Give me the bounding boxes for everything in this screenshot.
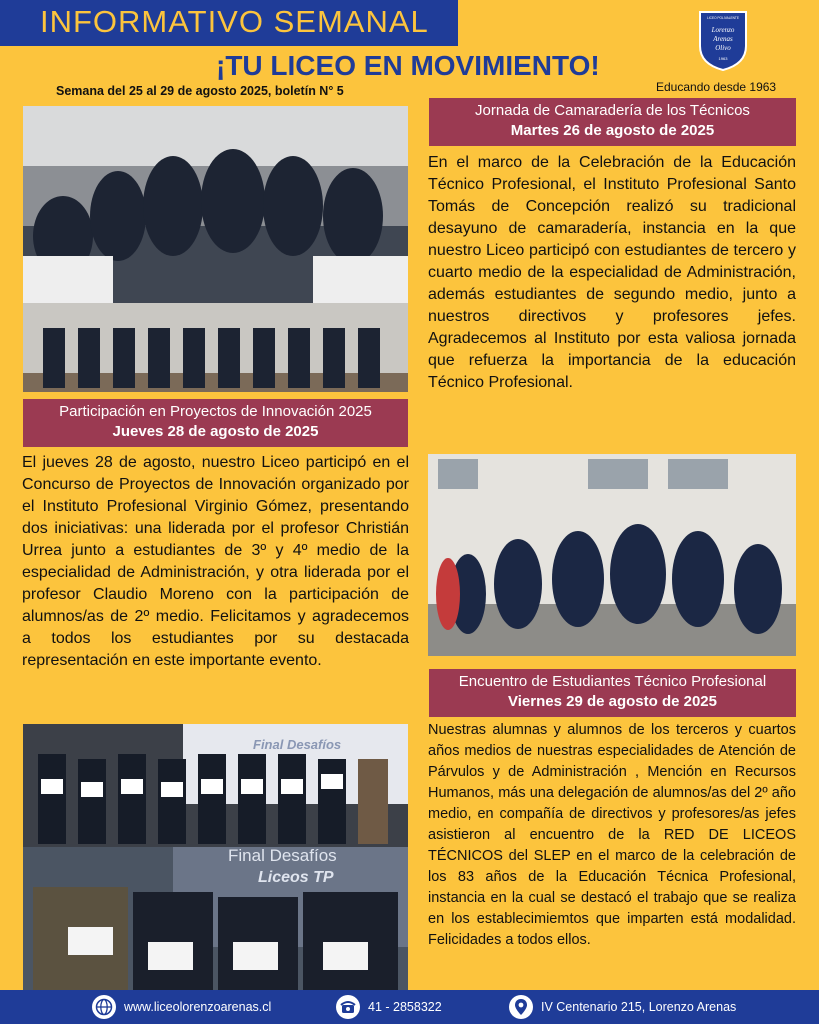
photo-breakfast-group	[23, 106, 408, 303]
footer-phone	[336, 994, 442, 1020]
footer-website[interactable]	[92, 994, 271, 1020]
photo-award-winners	[23, 847, 408, 990]
section-body-innovacion: El jueves 28 de agosto, nuestro Liceo participó en el Concurso de Proyectos de Innovación organizado por el Instituto Profesional Virginio Gómez, presentando dos iniciativas: una liderada por el profesor Christián Urrea junto a estudiantes de 3º y 4º medio de la especialidad de Administración, y otra liderada por el profesor Claudio Moreno con la participación de alumnos/as de 2º medio. Felicitamos y agradecemos a todos los estudiantes por su destacada representación en este importante evento.	[22, 454, 409, 669]
footer-address	[509, 994, 736, 1020]
photo-award-ceremony	[23, 724, 408, 847]
newsletter-subtitle: ¡TU LICEO EN MOVIMIENTO!	[216, 50, 600, 81]
section-date: Martes 26 de agosto de 2025	[510, 122, 715, 139]
screen-text-1: Final Desafíos	[228, 847, 337, 865]
globe-icon	[92, 995, 116, 1019]
phone-number: 41 - 2858322	[368, 1000, 442, 1014]
phone-icon	[336, 995, 360, 1019]
motto: Educando desde 1963	[656, 80, 777, 94]
photo-diploma-row	[23, 303, 408, 392]
footer	[0, 990, 819, 1024]
section-body-camaraderia: En el marco de la Celebración de la Educación Técnico Profesional, el Instituto Profesional Santo Tomás de Concepción realizó su tradicional desayuno de camaradería, instancia en la que nuestro Liceo participó con estudiantes de tercero y cuarto medio de la especialidad de Administración, además estudiantes de segundo medio, junto a nuestros directivos y profesores jefes. Agradecemos al Instituto por esta valiosa jornada que refuerza la importancia de la educación Técnico Profesional.	[428, 154, 796, 391]
newsletter-title: INFORMATIVO SEMANAL	[40, 4, 429, 39]
section-header-camaraderia	[429, 98, 796, 146]
section-header-encuentro	[429, 669, 796, 717]
week-info: Semana del 25 al 29 de agosto 2025, boletín N° 5	[56, 84, 344, 98]
section-body-encuentro: Nuestras alumnas y alumnos de los terceros y cuartos años medios de nuestras especialidades de Atención de Párvulos y de Administración , Mención en Recursos Humanos, más una delegación de alumnos/as del 2º año medio, en compañía de directivos y profesores/as jefes asistieron al encuentro de la RED DE LICEOS TÉCNICOS del SLEP en el marco de la celebración de los 83 años de la Educación Técnica Profesional, instancia en la cual se destacó el trabajo que se realiza en los establecimiemtos que imparten está modalidad. Felicidades a todos ellos.	[428, 722, 796, 948]
crest-line3: Olivo	[715, 44, 731, 52]
crest-year: 1963	[718, 56, 728, 61]
section-title: Jornada de Camaradería de los Técnicos	[475, 102, 750, 119]
crest-line1: Lorenzo	[711, 26, 735, 34]
section-title: Participación en Proyectos de Innovación 2025	[59, 403, 372, 420]
section-date: Jueves 28 de agosto de 2025	[112, 423, 319, 440]
screen-text-small: Final Desafíos	[253, 737, 342, 752]
crest-line2: Arenas	[713, 35, 733, 43]
location-pin-icon	[509, 995, 533, 1019]
website-link[interactable]: www.liceolorenzoarenas.cl	[124, 1000, 272, 1014]
screen-text-2: Liceos TP	[258, 869, 334, 886]
photo-group-outdoor	[428, 454, 796, 656]
crest-top-text: LICEO POLIVALENTE	[706, 16, 740, 20]
address-text: IV Centenario 215, Lorenzo Arenas	[541, 1000, 737, 1014]
section-date: Viernes 29 de agosto de 2025	[508, 693, 717, 710]
section-title: Encuentro de Estudiantes Técnico Profesional	[458, 673, 767, 690]
section-header-innovacion	[23, 399, 408, 447]
school-crest-logo	[698, 10, 748, 72]
